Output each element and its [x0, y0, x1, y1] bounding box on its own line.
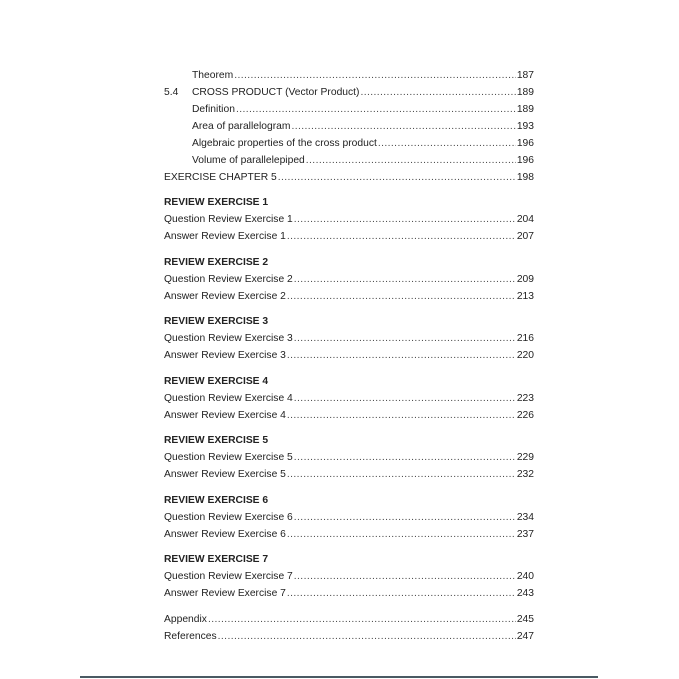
section-heading: REVIEW EXERCISE 7 — [164, 554, 269, 565]
toc-entry[interactable] — [164, 101, 534, 118]
section-heading: REVIEW EXERCISE 6 — [164, 494, 269, 506]
page-number: 247 — [516, 631, 534, 642]
section-number: 5.4 — [164, 87, 179, 98]
entry-label: Area of parallelogram — [192, 121, 291, 132]
entry-label: Answer Review Exercise 7 — [164, 588, 286, 599]
page-number: 189 — [516, 87, 534, 98]
entry-label: Answer Review Exercise 5 — [164, 469, 286, 480]
toc-entry[interactable] — [164, 628, 534, 645]
page-number: 229 — [516, 452, 534, 463]
review-section — [164, 551, 534, 602]
review-exercise-sections — [164, 194, 534, 602]
dot-leader — [287, 466, 516, 483]
dot-leader — [294, 390, 516, 407]
chapter-5-entries — [164, 67, 534, 186]
dot-leader — [287, 347, 516, 364]
section-heading: REVIEW EXERCISE 5 — [164, 435, 269, 446]
toc-entry[interactable] — [164, 84, 534, 101]
page-number: 196 — [516, 155, 534, 166]
dot-leader — [236, 101, 516, 118]
toc-entry[interactable] — [164, 449, 534, 466]
page-number: 213 — [516, 290, 534, 302]
toc-entry[interactable] — [164, 347, 534, 364]
dot-leader — [287, 407, 516, 424]
dot-leader — [294, 211, 516, 228]
page-number: 234 — [516, 511, 534, 523]
toc-entry[interactable] — [164, 169, 534, 186]
dot-leader — [234, 67, 516, 84]
toc-entry[interactable] — [164, 118, 534, 135]
dot-leader — [287, 526, 516, 543]
page-number: 220 — [516, 350, 534, 361]
toc-entry[interactable] — [164, 407, 534, 424]
entry-label: Answer Review Exercise 2 — [164, 290, 286, 302]
entry-label: Answer Review Exercise 1 — [164, 231, 286, 242]
review-section — [164, 492, 534, 543]
dot-leader — [287, 228, 516, 245]
review-section — [164, 313, 534, 364]
entry-label: Question Review Exercise 4 — [164, 392, 293, 404]
entry-label: Question Review Exercise 2 — [164, 273, 293, 285]
page-number: 193 — [516, 121, 534, 132]
toc-entry[interactable] — [164, 526, 534, 543]
dot-leader — [360, 84, 515, 101]
toc-entry[interactable] — [164, 509, 534, 526]
dot-leader — [378, 135, 516, 152]
dot-leader — [291, 118, 515, 135]
section-heading: REVIEW EXERCISE 4 — [164, 375, 269, 387]
entry-label: Answer Review Exercise 6 — [164, 528, 286, 540]
page-number: 187 — [516, 70, 534, 81]
dot-leader — [278, 169, 516, 186]
dot-leader — [294, 330, 516, 347]
page-number: 237 — [516, 528, 534, 540]
back-matter-entries — [164, 611, 534, 645]
section-heading: REVIEW EXERCISE 1 — [164, 197, 269, 208]
toc-entry[interactable] — [164, 228, 534, 245]
review-section — [164, 254, 534, 305]
page-number: 209 — [516, 273, 534, 285]
page-number: 232 — [516, 469, 534, 480]
entry-label: Question Review Exercise 5 — [164, 452, 293, 463]
entry-label: Question Review Exercise 1 — [164, 214, 293, 225]
table-of-contents — [164, 67, 534, 645]
page-number: 207 — [516, 231, 534, 242]
toc-entry[interactable] — [164, 152, 534, 169]
entry-label: Question Review Exercise 3 — [164, 333, 293, 344]
review-section — [164, 432, 534, 483]
entry-label: CROSS PRODUCT (Vector Product) — [192, 87, 360, 98]
entry-label: Appendix — [164, 614, 207, 625]
toc-entry[interactable] — [164, 271, 534, 288]
page-number: 243 — [516, 588, 534, 599]
page-number: 223 — [516, 392, 534, 404]
toc-entry[interactable] — [164, 611, 534, 628]
page-number: 198 — [516, 172, 534, 183]
dot-leader — [287, 288, 516, 305]
dot-leader — [287, 585, 516, 602]
entry-label: Definition — [192, 104, 235, 115]
toc-entry[interactable] — [164, 568, 534, 585]
entry-label: Theorem — [192, 70, 234, 81]
dot-leader — [294, 568, 516, 585]
entry-label: Question Review Exercise 7 — [164, 571, 293, 582]
section-heading: REVIEW EXERCISE 2 — [164, 256, 269, 268]
toc-entry[interactable] — [164, 466, 534, 483]
toc-entry[interactable] — [164, 330, 534, 347]
toc-entry[interactable] — [164, 67, 534, 84]
toc-entry[interactable] — [164, 211, 534, 228]
toc-entry[interactable] — [164, 390, 534, 407]
entry-label: Question Review Exercise 6 — [164, 511, 293, 523]
entry-label: EXERCISE CHAPTER 5 — [164, 172, 277, 183]
entry-label: Algebraic properties of the cross product — [192, 138, 377, 149]
entry-label: Answer Review Exercise 3 — [164, 350, 286, 361]
page-number: 245 — [516, 614, 534, 625]
toc-entry[interactable] — [164, 585, 534, 602]
entry-label: Volume of parallelepiped — [192, 155, 305, 166]
review-section — [164, 373, 534, 424]
page-number: 204 — [516, 214, 534, 225]
entry-label: Answer Review Exercise 4 — [164, 409, 286, 421]
page-number: 196 — [516, 138, 534, 149]
toc-entry[interactable] — [164, 135, 534, 152]
review-section — [164, 194, 534, 245]
page-number: 216 — [516, 333, 534, 344]
page-number: 226 — [516, 409, 534, 421]
toc-entry[interactable] — [164, 288, 534, 305]
footer-rule — [80, 676, 598, 678]
dot-leader — [294, 271, 516, 288]
dot-leader — [294, 509, 516, 526]
page-number: 240 — [516, 571, 534, 582]
dot-leader — [306, 152, 516, 169]
entry-label: References — [164, 631, 217, 642]
dot-leader — [294, 449, 516, 466]
page-number: 189 — [516, 104, 534, 115]
section-heading: REVIEW EXERCISE 3 — [164, 316, 269, 327]
dot-leader — [208, 611, 516, 628]
dot-leader — [218, 628, 516, 645]
